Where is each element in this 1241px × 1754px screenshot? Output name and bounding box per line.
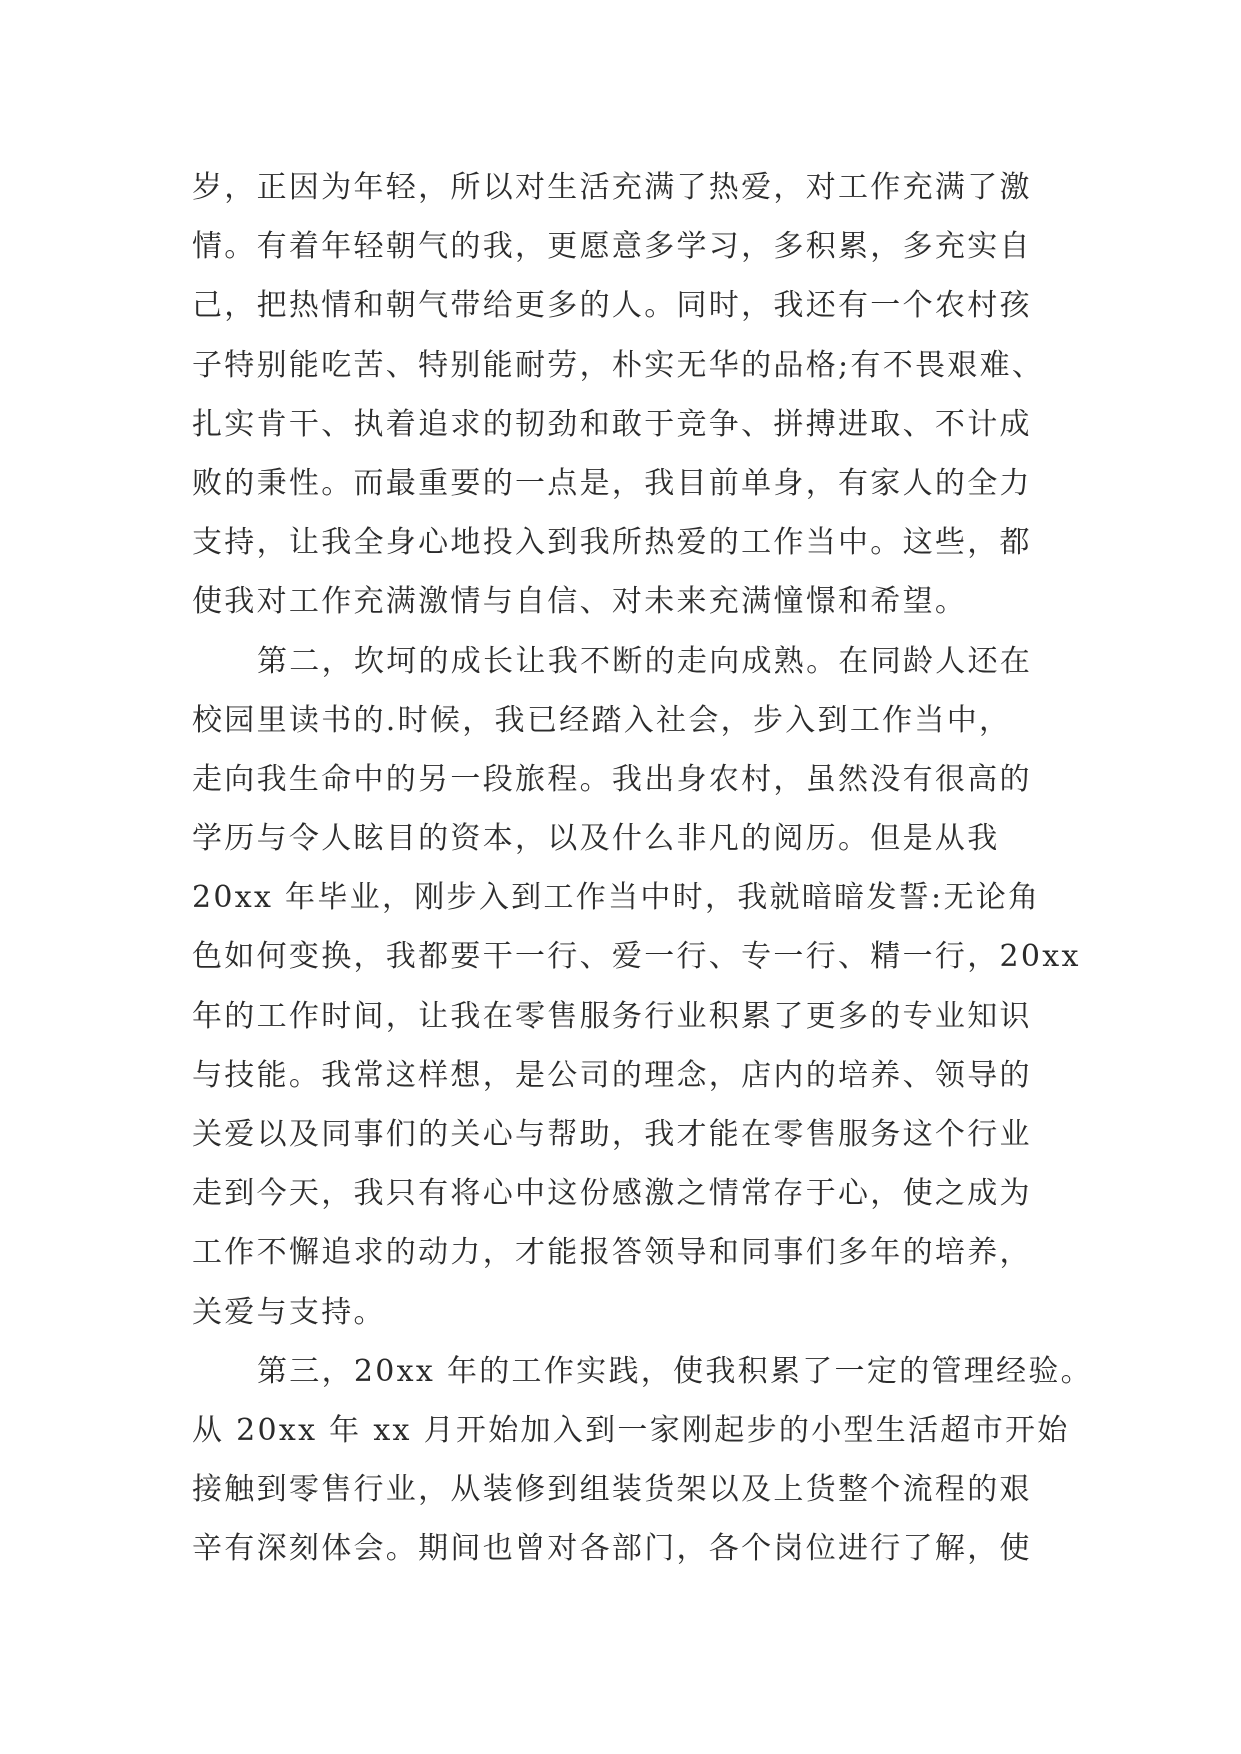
text-line: 情。有着年轻朝气的我，更愿意多学习，多积累，多充实自 [192, 229, 1032, 265]
text-line: 辛有深刻体会。期间也曾对各部门，各个岗位进行了解，使 [192, 1531, 1032, 1567]
paragraph-start-line: 第二，坎坷的成长让我不断的走向成熟。在同龄人还在 [257, 643, 1033, 679]
text-line: 支持，让我全身心地投入到我所热爱的工作当中。这些，都 [192, 525, 1032, 561]
text-line: 关爱与支持。 [192, 1294, 386, 1330]
paragraph-start-line: 第三，20xx 年的工作实践，使我积累了一定的管理经验。 [257, 1353, 1093, 1389]
text-line: 年的工作时间，让我在零售服务行业积累了更多的专业知识 [192, 998, 1032, 1034]
text-line: 使我对工作充满激情与自信、对未来充满憧憬和希望。 [192, 584, 968, 620]
text-line: 工作不懈追求的动力，才能报答领导和同事们多年的培养， [192, 1235, 1032, 1271]
body-text [192, 158, 1093, 1579]
text-line: 岁，正因为年轻，所以对生活充满了热爱，对工作充满了激 [192, 170, 1032, 205]
text-line: 色如何变换，我都要干一行、爱一行、专一行、精一行，20xx [192, 939, 1081, 975]
text-line: 败的秉性。而最重要的一点是，我目前单身，有家人的全力 [192, 465, 1032, 501]
text-line: 从 20xx 年 xx 月开始加入到一家刚起步的小型生活超市开始 [192, 1412, 1070, 1448]
text-line: 子特别能吃苦、特别能耐劳，朴实无华的品格;有不畏艰难、 [192, 347, 1045, 383]
text-line: 己，把热情和朝气带给更多的人。同时，我还有一个农村孩 [192, 288, 1032, 324]
text-line: 扎实肯干、执着追求的韧劲和敢于竞争、拼搏进取、不计成 [192, 406, 1032, 442]
text-line: 关爱以及同事们的关心与帮助，我才能在零售服务这个行业 [192, 1117, 1032, 1152]
text-line: 学历与令人眩目的资本，以及什么非凡的阅历。但是从我 [192, 821, 1000, 857]
text-line: 校园里读书的.时候，我已经踏入社会，步入到工作当中， [192, 702, 1012, 738]
text-line: 与技能。我常这样想，是公司的理念，店内的培养、领导的 [192, 1057, 1032, 1093]
text-line: 20xx 年毕业，刚步入到工作当中时，我就暗暗发誓:无论角 [192, 880, 1041, 916]
text-line: 走向我生命中的另一段旅程。我出身农村，虽然没有很高的 [192, 761, 1032, 797]
text-line: 接触到零售行业，从装修到组装货架以及上货整个流程的艰 [192, 1472, 1032, 1508]
text-line: 走到今天，我只有将心中这份感激之情常存于心，使之成为 [192, 1176, 1032, 1212]
